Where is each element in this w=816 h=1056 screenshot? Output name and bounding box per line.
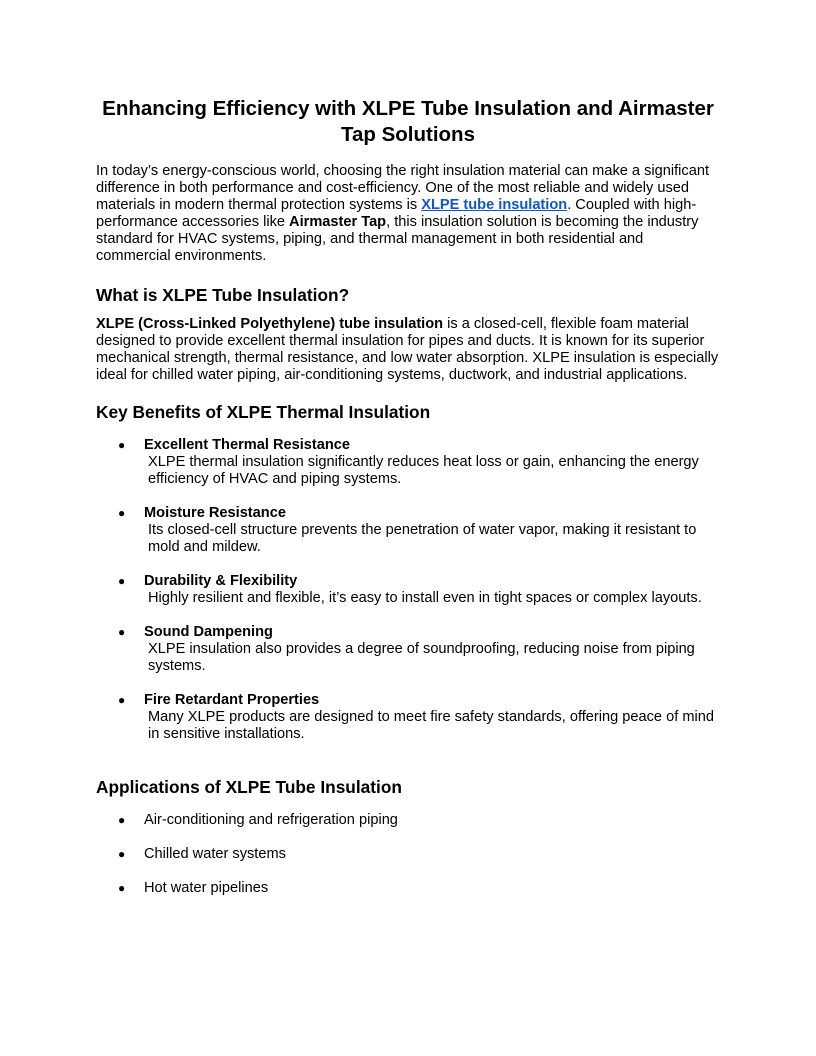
- benefit-desc: Many XLPE products are designed to meet fire safety standards, offering peace of mind in sensitive installations.: [148, 709, 714, 742]
- document-page: [96, 96, 720, 914]
- list-item: [96, 692, 720, 743]
- intro-text-3: , this insulation solution is becoming the industry standard for HVAC systems, piping, and thermal management in both residential and commercial environments.: [96, 214, 699, 264]
- page-title: Enhancing Efficiency with XLPE Tube Insulation and Airmaster Tap Solutions: [102, 97, 714, 146]
- benefit-desc: Highly resilient and flexible, it’s easy to install even in tight spaces or complex layouts.: [148, 590, 702, 606]
- applications-list: [96, 812, 720, 897]
- intro-text-2: . Coupled with high-performance accessories like: [96, 197, 697, 230]
- benefit-title: Fire Retardant Properties: [144, 692, 320, 708]
- bullet-icon: ●: [118, 881, 126, 895]
- benefit-desc: XLPE insulation also provides a degree of soundproofing, reducing noise from piping systems.: [148, 641, 695, 674]
- list-item: [96, 846, 720, 863]
- benefit-title: Sound Dampening: [144, 624, 273, 640]
- what-is-bold: XLPE (Cross-Linked Polyethylene) tube insulation: [96, 316, 444, 332]
- bullet-icon: ●: [118, 813, 126, 827]
- what-is-heading: What is XLPE Tube Insulation?: [96, 285, 350, 305]
- intro-paragraph: [96, 163, 720, 265]
- list-item: [96, 505, 720, 556]
- list-item: [96, 437, 720, 488]
- benefit-title: Moisture Resistance: [144, 505, 286, 521]
- bullet-icon: ●: [118, 506, 126, 520]
- bullet-icon: ●: [118, 625, 126, 639]
- bullet-icon: ●: [118, 847, 126, 861]
- applications-heading: Applications of XLPE Tube Insulation: [96, 777, 402, 797]
- application-text: Air-conditioning and refrigeration piping: [144, 812, 398, 828]
- application-text: Hot water pipelines: [144, 880, 269, 896]
- xlpe-tube-insulation-link[interactable]: XLPE tube insulation: [421, 197, 568, 213]
- bullet-icon: ●: [118, 693, 126, 707]
- benefit-desc: Its closed-cell structure prevents the penetration of water vapor, making it resistant to mold and mildew.: [148, 522, 697, 555]
- what-is-paragraph: [96, 316, 720, 384]
- airmaster-tap-bold: Airmaster Tap: [289, 214, 387, 230]
- benefit-desc: XLPE thermal insulation significantly reduces heat loss or gain, enhancing the energy efficiency of HVAC and piping systems.: [148, 454, 699, 487]
- list-item: [96, 880, 720, 897]
- bullet-icon: ●: [118, 574, 126, 588]
- benefits-heading: Key Benefits of XLPE Thermal Insulation: [96, 402, 431, 422]
- bullet-icon: ●: [118, 438, 126, 452]
- intro-text-1: In today’s energy-conscious world, choosing the right insulation material can make a significant difference in both performance and cost-efficiency. One of the most reliable and widely used materials in modern thermal protection systems is: [96, 163, 709, 213]
- application-text: Chilled water systems: [144, 846, 286, 862]
- list-item: [96, 624, 720, 675]
- benefit-title: Durability & Flexibility: [144, 573, 298, 589]
- what-is-text: is a closed-cell, flexible foam material designed to provide excellent thermal insulation for pipes and ducts. It is known for its superior mechanical strength, thermal resistance, and low water absorption. XLPE insulation is especially ideal for chilled water piping, air-conditioning systems, ductwork, and industrial applications.: [96, 316, 719, 383]
- list-item: [96, 573, 720, 607]
- benefits-list: [96, 437, 720, 743]
- list-item: [96, 812, 720, 829]
- benefit-title: Excellent Thermal Resistance: [144, 437, 351, 453]
